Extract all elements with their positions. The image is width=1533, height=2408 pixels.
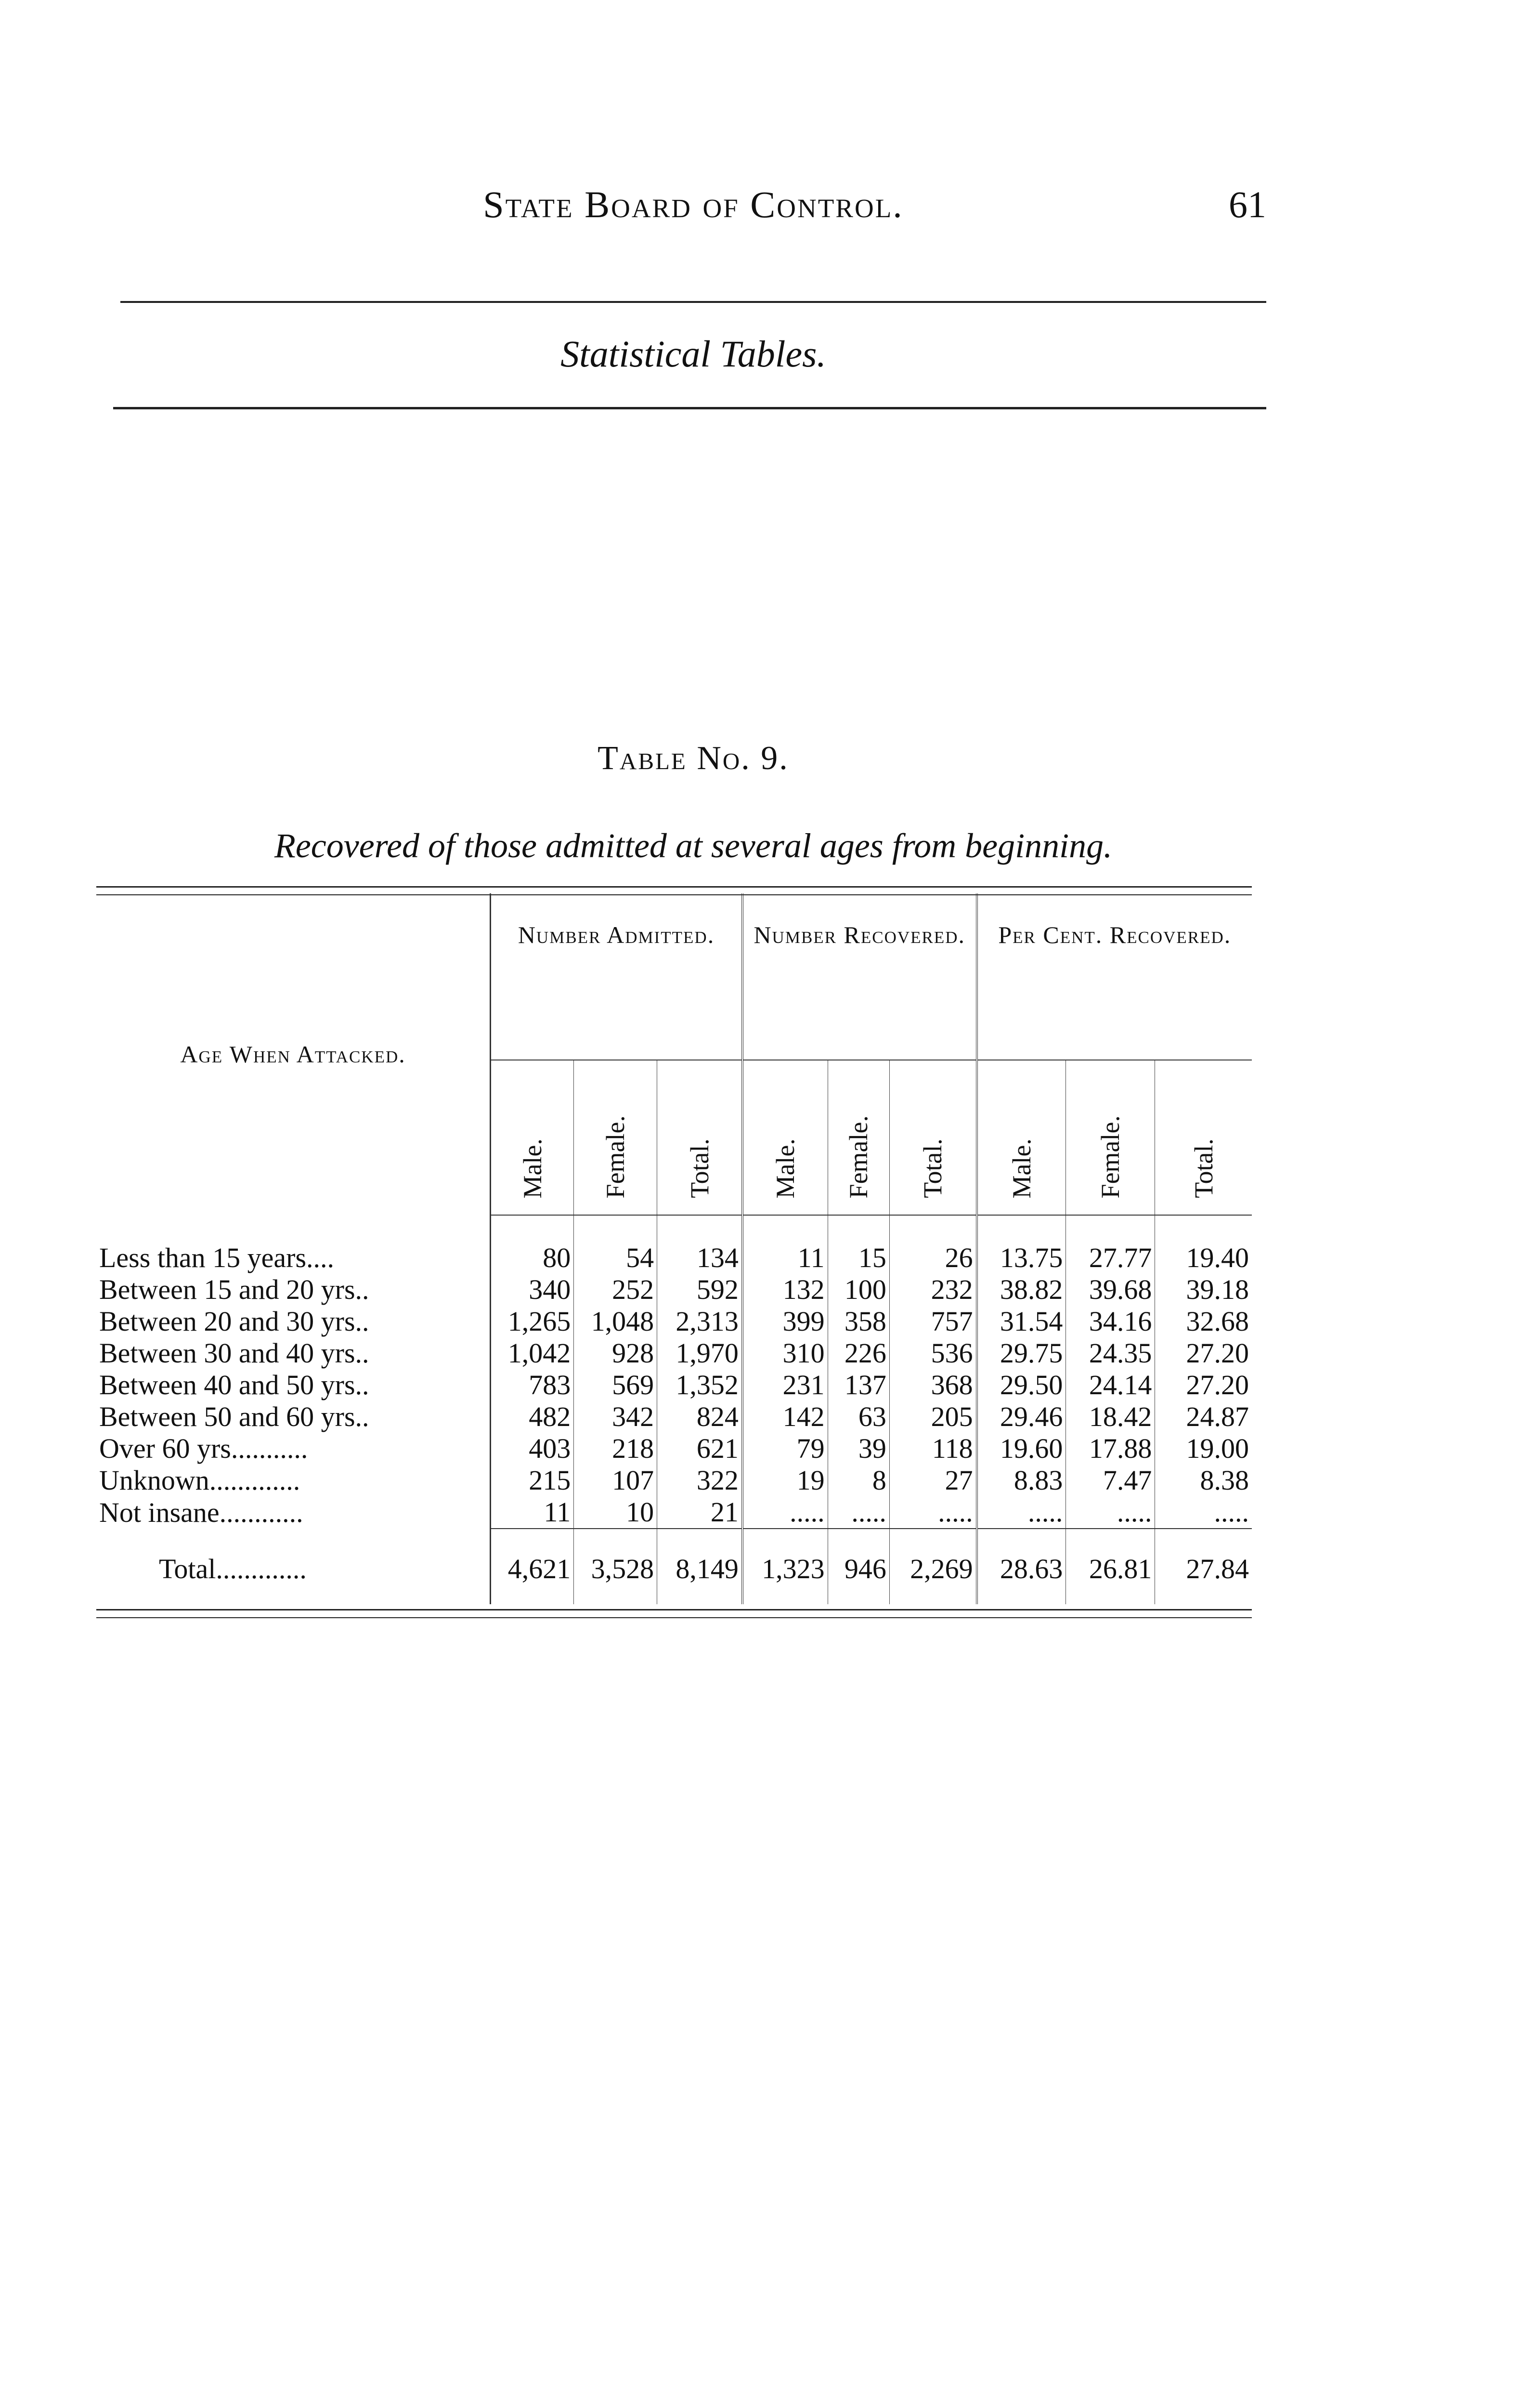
header-rule-bottom xyxy=(113,407,1266,409)
table-bottom-double-rule xyxy=(96,1609,1252,1618)
table-title: Table No. 9. xyxy=(598,740,789,777)
row-label: Less than 15 years.... xyxy=(96,1215,491,1274)
cell: 132 xyxy=(742,1274,828,1306)
cell: 2,313 xyxy=(657,1306,742,1337)
cell: 38.82 xyxy=(977,1274,1066,1306)
total-cell: 27.84 xyxy=(1155,1529,1252,1604)
cell: 13.75 xyxy=(977,1215,1066,1274)
table-row xyxy=(96,1274,1252,1306)
row-label: Not insane............ xyxy=(96,1496,491,1529)
table-row xyxy=(96,1433,1252,1465)
cell: 80 xyxy=(491,1215,574,1274)
cell: 342 xyxy=(574,1401,657,1433)
cell: 134 xyxy=(657,1215,742,1274)
cell: ..... xyxy=(828,1496,889,1529)
percent-female-header: Female. xyxy=(1066,1060,1155,1215)
table-wrap xyxy=(96,893,1252,1613)
cell: 7.47 xyxy=(1066,1465,1155,1496)
table-row xyxy=(96,1496,1252,1529)
cell: 79 xyxy=(742,1433,828,1465)
cell: ..... xyxy=(889,1496,976,1529)
table-row xyxy=(96,1369,1252,1401)
cell: 26 xyxy=(889,1215,976,1274)
cell: 31.54 xyxy=(977,1306,1066,1337)
cell: 1,042 xyxy=(491,1337,574,1369)
admitted-male-header: Male. xyxy=(491,1060,574,1215)
cell: 11 xyxy=(742,1215,828,1274)
row-label: Between 15 and 20 yrs.. xyxy=(96,1274,491,1306)
cell: 29.46 xyxy=(977,1401,1066,1433)
cell: 19.60 xyxy=(977,1433,1066,1465)
total-cell: 8,149 xyxy=(657,1529,742,1604)
header-rule-top xyxy=(120,301,1266,303)
total-cell: 1,323 xyxy=(742,1529,828,1604)
cell: 536 xyxy=(889,1337,976,1369)
cell: 27.77 xyxy=(1066,1215,1155,1274)
cell: 34.16 xyxy=(1066,1306,1155,1337)
cell: 1,265 xyxy=(491,1306,574,1337)
cell: 32.68 xyxy=(1186,1306,1249,1337)
page-number: 61 xyxy=(1229,183,1266,225)
row-label: Between 30 and 40 yrs.. xyxy=(96,1337,491,1369)
cell: 226 xyxy=(828,1337,889,1369)
table-row xyxy=(96,1215,1252,1274)
cell: ..... xyxy=(977,1496,1066,1529)
table-row xyxy=(96,1465,1252,1496)
cell: 1,048 xyxy=(574,1306,657,1337)
total-row xyxy=(96,1529,1252,1604)
cell: 63 xyxy=(828,1401,889,1433)
cell: 358 xyxy=(828,1306,889,1337)
cell: 757 xyxy=(889,1306,976,1337)
cell: 482 xyxy=(491,1401,574,1433)
cell: 19.40 xyxy=(1186,1242,1249,1273)
cell: 928 xyxy=(574,1337,657,1369)
cell: 1,352 xyxy=(657,1369,742,1401)
cell: 137 xyxy=(828,1369,889,1401)
cell: 15 xyxy=(828,1215,889,1274)
row-label: Over 60 yrs........... xyxy=(96,1433,491,1465)
cell: 24.14 xyxy=(1066,1369,1155,1401)
cell: 399 xyxy=(742,1306,828,1337)
cell: ..... xyxy=(742,1496,828,1529)
cell: 310 xyxy=(742,1337,828,1369)
cell: 340 xyxy=(491,1274,574,1306)
row-label: Between 50 and 60 yrs.. xyxy=(96,1401,491,1433)
cell: 18.42 xyxy=(1066,1401,1155,1433)
cell: 783 xyxy=(491,1369,574,1401)
cell: 1,970 xyxy=(657,1337,742,1369)
cell: 107 xyxy=(574,1465,657,1496)
cell: 17.88 xyxy=(1066,1433,1155,1465)
cell: 368 xyxy=(889,1369,976,1401)
cell: 19.00 xyxy=(1186,1433,1249,1464)
cell: 39.18 xyxy=(1186,1274,1249,1305)
cell: 403 xyxy=(491,1433,574,1465)
cell: 118 xyxy=(889,1433,976,1465)
cell: 252 xyxy=(574,1274,657,1306)
cell: 24.35 xyxy=(1066,1337,1155,1369)
cell: 24.87 xyxy=(1186,1401,1249,1432)
cell: 142 xyxy=(742,1401,828,1433)
table-caption: Recovered of those admitted at several ages from beginning. xyxy=(274,826,1113,865)
total-label: Total............. xyxy=(96,1529,491,1604)
row-label: Between 40 and 50 yrs.. xyxy=(96,1369,491,1401)
cell: 232 xyxy=(889,1274,976,1306)
statistics-table xyxy=(96,893,1252,1604)
cell: 27 xyxy=(889,1465,976,1496)
cell: 569 xyxy=(574,1369,657,1401)
cell: 39 xyxy=(828,1433,889,1465)
cell: 10 xyxy=(574,1496,657,1529)
cell: 21 xyxy=(657,1496,742,1529)
cell: 218 xyxy=(574,1433,657,1465)
cell: ..... xyxy=(1066,1496,1155,1529)
cell: 592 xyxy=(657,1274,742,1306)
cell: 322 xyxy=(657,1465,742,1496)
recovered-male-header: Male. xyxy=(742,1060,828,1215)
recovered-female-header: Female. xyxy=(828,1060,889,1215)
per-cent-recovered-header: Per Cent. Recovered. xyxy=(977,893,1252,1060)
running-head xyxy=(120,183,1266,241)
total-cell: 2,269 xyxy=(889,1529,976,1604)
cell: ..... xyxy=(1214,1496,1249,1528)
total-cell: 946 xyxy=(828,1529,889,1604)
cell: 231 xyxy=(742,1369,828,1401)
table-row xyxy=(96,1337,1252,1369)
cell: 100 xyxy=(828,1274,889,1306)
total-cell: 4,621 xyxy=(491,1529,574,1604)
admitted-female-header: Female. xyxy=(574,1060,657,1215)
cell: 39.68 xyxy=(1066,1274,1155,1306)
table-row xyxy=(96,1306,1252,1337)
cell: 54 xyxy=(574,1215,657,1274)
recovered-total-header: Total. xyxy=(889,1060,976,1215)
total-cell: 26.81 xyxy=(1066,1529,1155,1604)
cell: 215 xyxy=(491,1465,574,1496)
cell: 27.20 xyxy=(1186,1369,1249,1400)
cell: 8 xyxy=(828,1465,889,1496)
group-header-row xyxy=(96,893,1252,1060)
cell: 29.50 xyxy=(977,1369,1066,1401)
total-cell: 28.63 xyxy=(977,1529,1066,1604)
row-label: Between 20 and 30 yrs.. xyxy=(96,1306,491,1337)
total-cell: 3,528 xyxy=(574,1529,657,1604)
cell: 621 xyxy=(657,1433,742,1465)
admitted-total-header: Total. xyxy=(657,1060,742,1215)
number-recovered-header: Number Recovered. xyxy=(742,893,977,1060)
percent-male-header: Male. xyxy=(977,1060,1066,1215)
cell: 19 xyxy=(742,1465,828,1496)
running-title: State Board of Control. xyxy=(483,183,904,225)
cell: 11 xyxy=(491,1496,574,1529)
number-admitted-header: Number Admitted. xyxy=(491,893,742,1060)
age-when-attacked-header: Age When Attacked. xyxy=(96,893,491,1215)
percent-total-header: Total. xyxy=(1155,1060,1252,1215)
section-title: Statistical Tables. xyxy=(560,333,826,375)
cell: 824 xyxy=(657,1401,742,1433)
row-label: Unknown............. xyxy=(96,1465,491,1496)
cell: 8.83 xyxy=(977,1465,1066,1496)
cell: 205 xyxy=(889,1401,976,1433)
cell: 29.75 xyxy=(977,1337,1066,1369)
cell: 8.38 xyxy=(1200,1465,1249,1496)
table-row xyxy=(96,1401,1252,1433)
cell: 27.20 xyxy=(1186,1337,1249,1369)
